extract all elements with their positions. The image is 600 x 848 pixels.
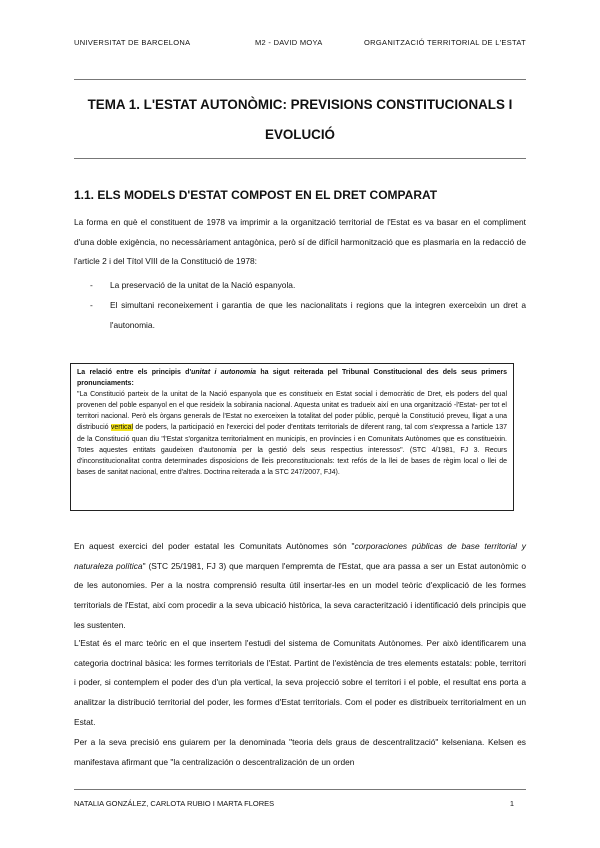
title-line-2: EVOLUCIÓ [265, 127, 335, 142]
page-title [74, 90, 526, 150]
quote-intro: La relació entre els principis d'unitat i autonomia ha sigut reiterada pel Tribunal Constitucional des dels seus primers pronunciaments: [77, 369, 507, 388]
footer-rule [74, 789, 526, 790]
title-line-1: TEMA 1. L'ESTAT AUTONÒMIC: PREVISIONS CONSTITUCIONALS I [87, 97, 513, 112]
quote-intro-italic: unitat i autonomia [191, 369, 257, 376]
title-top-rule [74, 79, 526, 80]
body-paragraph-4: Per a la seva precisió ens guiarem per la denominada "teoria dels graus de descentralització" kelseniana. Kelsen es manifestava afirmant que "la centralización o descentralización de un orden [74, 737, 526, 767]
quoted-italic-phrase: corporaciones públicas de base territorial y naturaleza política [74, 541, 526, 571]
dash-bullet-icon: - [90, 280, 93, 290]
dash-bullet-icon: - [90, 300, 93, 310]
title-bottom-rule [74, 158, 526, 159]
list-item [90, 295, 526, 335]
header-module: M2 - DAVID MOYA [255, 38, 323, 47]
quote-citation: (STC 4/1981, FJ 3. Recurs d'inconstitucionalitat contra determinades disposicions de lleis preconstitucionals: text refós de la llei de bases de règim local o llei de bases de sanitat nacional, entre d'altres. Doctrina reiterada a la STC 247/2007, FJ4). [77, 446, 507, 476]
list-item [90, 275, 526, 295]
section-heading: 1.1. ELS MODELS D'ESTAT COMPOST EN EL DRET COMPARAT [74, 188, 438, 202]
quote-body: "La Constitució parteix de la unitat de la Nació espanyola que es constitueix en Estat social i democràtic de Dret, els poders del qual provenen del poble espanyol en el que resideix la sobirania nacional. Aquesta unitat es tradueix així en una organització -l'Estat- per tot el territori nacional. Però els òrgans generals de l'Estat no exerceixen la totalitat del poder públic, perquè la Constitució preveu, lligat a una distribució vertical de poders, la participació en l'exercici del poder d'entitats territorials de diferent rang, tal com s'expressa a l'article 137 de la Constitució quan diu "l'Estat s'organitza territorialment en municipis, en províncies i en Comunitats Autònomes que es constitueixin. Totes aquestes entitats gaudeixen d'autonomia per la gestió dels seus respectius interessos". (STC 4/1981, FJ 3. Recurs d'inconstitucionalitat contra determinades disposicions de lleis preconstitucionals: text refós de la llei de bases de règim local o llei de bases de sanitat nacional, entre d'altres. Doctrina reiterada a la STC 247/2007, FJ4). [77, 391, 507, 476]
body-paragraph-2: En aquest exercici del poder estatal les Comunitats Autònomes són "corporaciones públicas de base territorial y naturaleza política" (STC 25/1981, FJ 3) que marquen l'empremta de l'Estat, que ara passa a ser un Estat autonòmic o de les autonomies. Per a la nostra comprensió resulta útil insertar-les en un model teòric d'explicació de les formes territorials de l'Estat, així com procedir a la seva ubicació històrica, la seva caracterització i identificació dels principis que les sustenten. [74, 541, 526, 630]
bullet-text: El simultani reconeixement i garantia de que les nacionalitats i regions que la integren exerceixin un dret a l'autonomia. [110, 300, 526, 330]
footer-authors: NATALIA GONZÁLEZ, CARLOTA RUBIO I MARTA FLORES [74, 799, 275, 808]
intro-paragraph: La forma en què el constituent de 1978 va imprimir a la organització territorial de l'Estat es va basar en el compliment d'una doble exigència, no necessàriament antagònica, però sí de difícil harmonització que es plasmaria en la redacció de l'article 2 i del Títol VIII de la Constitució de 1978: [74, 217, 526, 267]
jurisprudence-quote-box [70, 363, 514, 511]
highlighted-term: vertical [110, 424, 134, 432]
header-subject: ORGANITZACIÓ TERRITORIAL DE L'ESTAT [364, 38, 526, 47]
bullet-text: La preservació de la unitat de la Nació espanyola. [110, 280, 296, 290]
body-paragraph-3: L'Estat és el marc teòric en el que insertem l'estudi del sistema de Comunitats Autònomes. Per això identificarem una categoria doctrinal bàsica: les formes territorials de l'Estat. Partint de l'existència de tres elements estatals: poble, territori i poder, si contemplem el poder des d'un pla vertical, la seva projecció sobre el territori i el poble, el resultat ens porta a analitzar la distribució territorial del poder, les formes d'Estat territorials. Com el poder es distribueix territorialment en un Estat. [74, 638, 526, 727]
header-university: UNIVERSITAT DE BARCELONA [74, 38, 191, 47]
bullet-list [90, 275, 526, 335]
page-number: 1 [509, 799, 514, 808]
